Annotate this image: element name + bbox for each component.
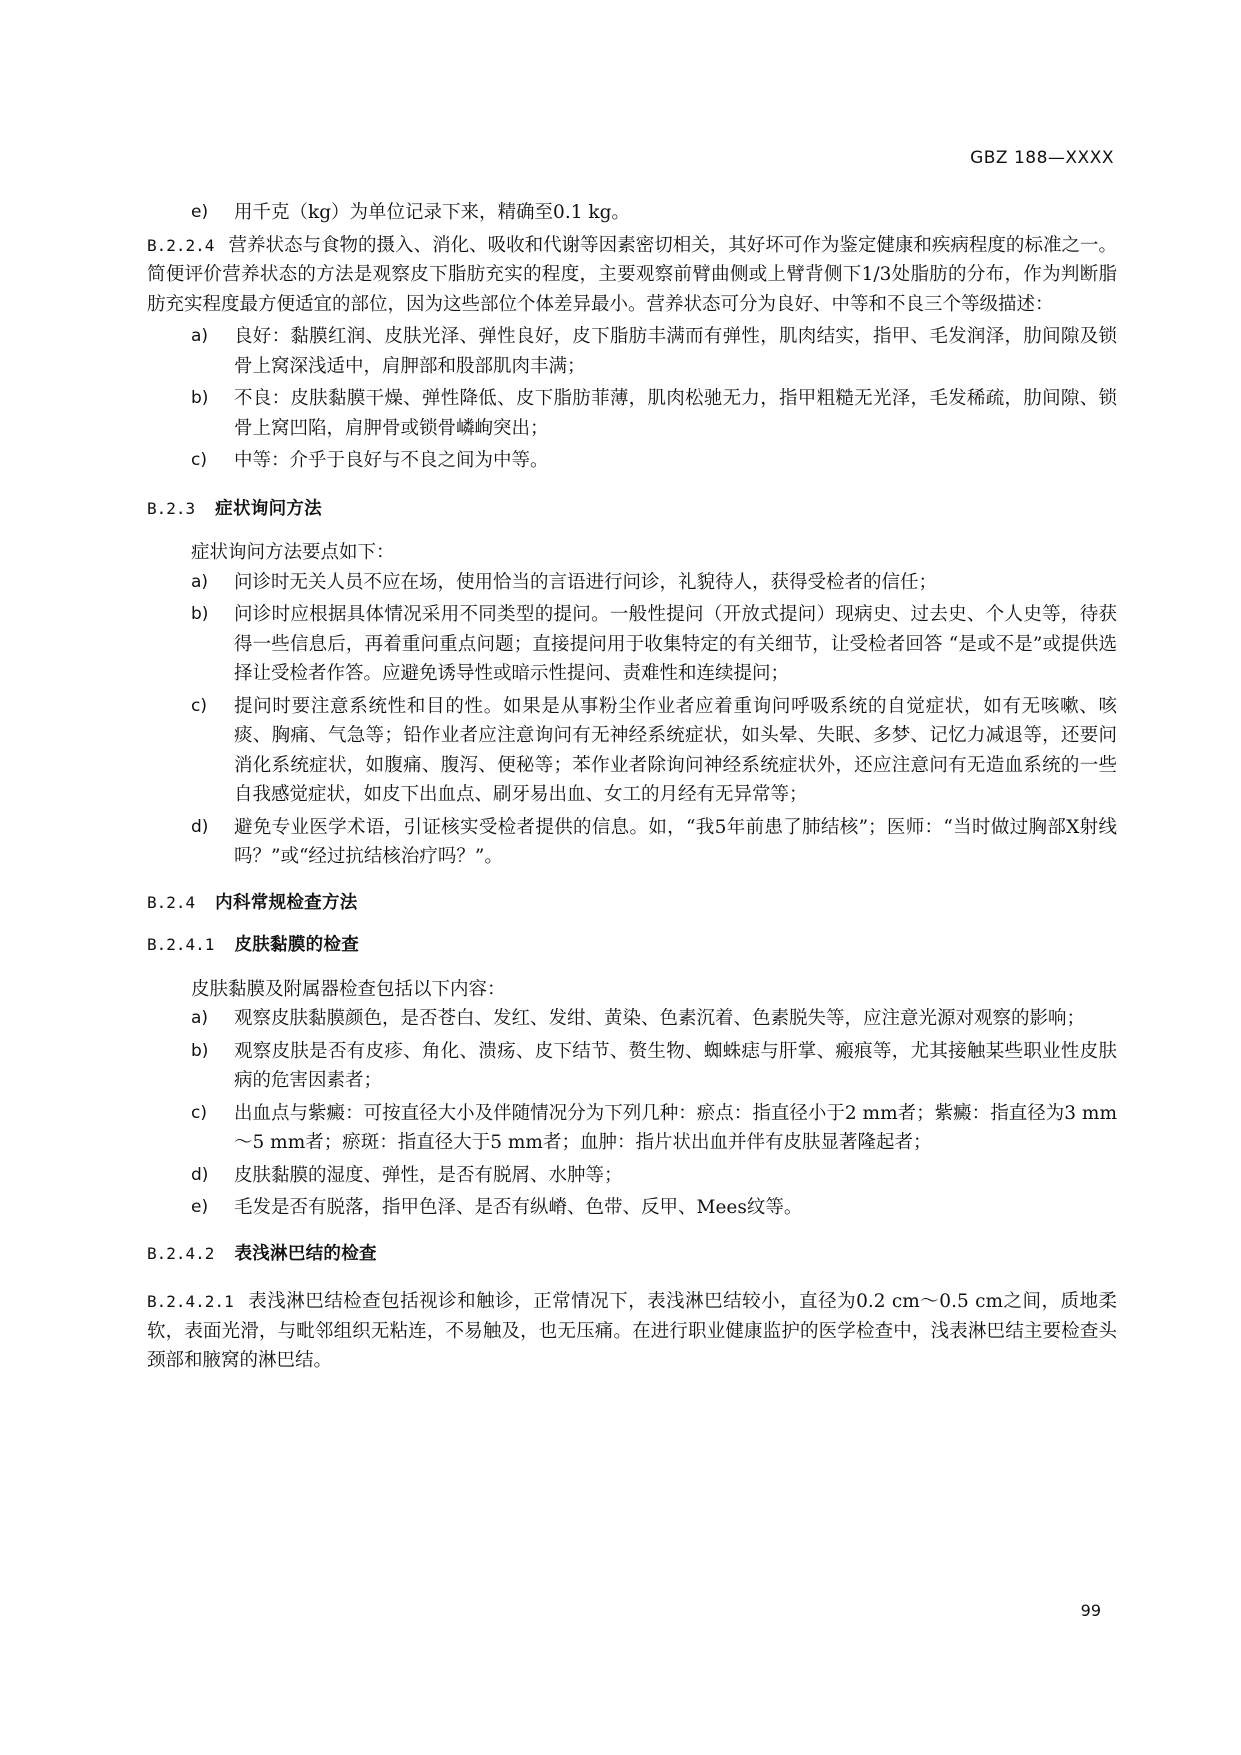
list-marker: e) bbox=[191, 202, 209, 222]
list-marker: a) bbox=[191, 571, 209, 592]
section-number: B.2.4.1 bbox=[147, 935, 215, 954]
list-marker: b) bbox=[191, 1040, 209, 1061]
list-marker: a) bbox=[191, 1008, 209, 1028]
nutrition-list bbox=[147, 322, 1117, 476]
list-item-text: 用千克（kg）为单位记录下来，精确至0.1 kg。 bbox=[234, 202, 630, 223]
list-marker: d) bbox=[191, 1164, 209, 1185]
list-item bbox=[147, 1161, 1117, 1191]
list-marker: e) bbox=[191, 1197, 209, 1217]
list-item-text: 观察皮肤黏膜颜色，是否苍白、发红、发绀、黄染、色素沉着、色素脱失等，应注意光源对观察的影响； bbox=[234, 1008, 1086, 1029]
list-item-text: 观察皮肤是否有皮疹、角化、溃疡、皮下结节、赘生物、蜘蛛痣与肝掌、瘢痕等，尤其接触某些职业性皮肤病的危害因素者； bbox=[234, 1040, 1117, 1091]
list-item-text: 中等：介乎于良好与不良之间为中等。 bbox=[234, 450, 549, 471]
list-item bbox=[147, 813, 1117, 872]
list-item-text: 出血点与紫癜：可按直径大小及伴随情况分为下列几种：瘀点：指直径小于2 mm者；紫癜：指直径为3 mm～5 mm者；瘀斑：指直径大于5 mm者；血肿：指片状出血并伴有皮肤显著隆起者； bbox=[234, 1102, 1117, 1153]
list-item bbox=[147, 446, 1117, 476]
clause-number: B.2.4.2.1 bbox=[147, 1292, 234, 1311]
page-number: 99 bbox=[1080, 1601, 1101, 1620]
list-marker: b) bbox=[191, 388, 209, 408]
section-intro: 症状询问方法要点如下： bbox=[191, 542, 395, 563]
section-heading-b241 bbox=[147, 930, 1117, 961]
section-title: 表浅淋巴结的检查 bbox=[234, 1243, 377, 1264]
section-title: 症状询问方法 bbox=[215, 498, 322, 519]
list-item bbox=[147, 568, 1117, 598]
document-code-header: GBZ 188—XXXX bbox=[970, 148, 1114, 168]
page-body bbox=[147, 198, 1117, 1376]
list-item-text: 皮肤黏膜的湿度、弹性，是否有脱屑、水肿等； bbox=[234, 1164, 623, 1186]
list-marker: c) bbox=[191, 450, 207, 470]
list-marker: c) bbox=[191, 695, 207, 716]
section-number: B.2.4 bbox=[147, 892, 196, 912]
list-marker: a) bbox=[191, 326, 209, 346]
clause-number: B.2.2.4 bbox=[147, 235, 215, 255]
list-item bbox=[147, 1004, 1117, 1034]
list-item-text: 避免专业医学术语，引证核实受检者提供的信息。如，“我5年前患了肺结核”；医师：“当时做过胸部X射线吗？”或“经过抗结核治疗吗？”。 bbox=[234, 816, 1117, 867]
section-heading-b24 bbox=[147, 888, 1117, 919]
clause-b224 bbox=[147, 231, 1117, 320]
section-number: B.2.3 bbox=[147, 498, 196, 518]
list-item bbox=[147, 384, 1117, 443]
list-item bbox=[147, 1037, 1117, 1096]
list-item bbox=[147, 198, 1117, 228]
list-item-text: 不良：皮肤黏膜干燥、弹性降低、皮下脂肪菲薄，肌肉松驰无力，指甲粗糙无光泽，毛发稀疏，肋间隙、锁骨上窝凹陷，肩胛骨或锁骨嶙峋突出； bbox=[234, 388, 1117, 439]
list-item bbox=[147, 1099, 1117, 1158]
list-item bbox=[147, 322, 1117, 381]
clause-text: 营养状态与食物的摄入、消化、吸收和代谢等因素密切相关，其好坏可作为鉴定健康和疾病程度的标准之一。简便评价营养状态的方法是观察皮下脂肪充实的程度，主要观察前臂曲侧或上臂背侧下1/3处脂肪的分布，作为判断脂肪充实程度最方便适宜的部位，因为这些部位个体差异最小。营养状态可分为良好、中等和不良三个等级描述： bbox=[147, 234, 1117, 315]
clause-text: 表浅淋巴结检查包括视诊和触诊，正常情况下，表浅淋巴结较小，直径为0.2 cm～0.5 cm之间，质地柔软，表面光滑，与毗邻组织无粘连，不易触及，也无压痛。在进行职业健康监护的医学检查中，浅表淋巴结主要检查头颈部和腋窝的淋巴结。 bbox=[147, 1291, 1117, 1371]
clause-b2421 bbox=[147, 1287, 1117, 1376]
list-item-text: 提问时要注意系统性和目的性。如果是从事粉尘作业者应着重询问呼吸系统的自觉症状，如有无咳嗽、咳痰、胸痛、气急等；铅作业者应注意询问有无神经系统症状，如头晕、失眠、多梦、记忆力减退等，还要问消化系统症状，如腹痛、腹泻、便秘等；苯作业者除询问神经系统症状外，还应注意问有无造血系统的一些自我感觉症状，如皮下出血点、刷牙易出血、女工的月经有无异常等； bbox=[234, 695, 1117, 805]
list-item bbox=[147, 692, 1117, 810]
section-heading-b242 bbox=[147, 1239, 1117, 1270]
list-item-text: 毛发是否有脱落，指甲色泽、是否有纵嵴、色带、反甲、Mees纹等。 bbox=[234, 1197, 803, 1218]
list-item-text: 良好：黏膜红润、皮肤光泽、弹性良好，皮下脂肪丰满而有弹性，肌肉结实，指甲、毛发润泽，肋间隙及锁骨上窝深浅适中，肩胛部和股部肌肉丰满； bbox=[234, 326, 1117, 377]
list-item bbox=[147, 1193, 1117, 1223]
list-marker: c) bbox=[191, 1102, 207, 1123]
section-intro: 皮肤黏膜及附属器检查包括以下内容： bbox=[191, 978, 506, 1000]
symptom-inquiry-list bbox=[147, 568, 1117, 872]
section-title: 皮肤黏膜的检查 bbox=[234, 935, 360, 955]
section-title: 内科常规检查方法 bbox=[215, 892, 358, 913]
skin-exam-list bbox=[147, 1004, 1117, 1223]
list-marker: d) bbox=[191, 816, 209, 837]
section-heading-b23 bbox=[147, 494, 1117, 525]
list-item-text: 问诊时应根据具体情况采用不同类型的提问。一般性提问（开放式提问）现病史、过去史、个人史等，待获得一些信息后，再着重问重点问题；直接提问用于收集特定的有关细节，让受检者回答 “是或不是”或提供选择让受检者作答。应避免诱导性或暗示性提问、责难性和连续提问； bbox=[234, 604, 1117, 684]
section-number: B.2.4.2 bbox=[147, 1243, 215, 1263]
list-marker: b) bbox=[191, 604, 209, 624]
list-item-text: 问诊时无关人员不应在场，使用恰当的言语进行问诊，礼貌待人，获得受检者的信任； bbox=[234, 571, 938, 593]
list-item bbox=[147, 600, 1117, 689]
